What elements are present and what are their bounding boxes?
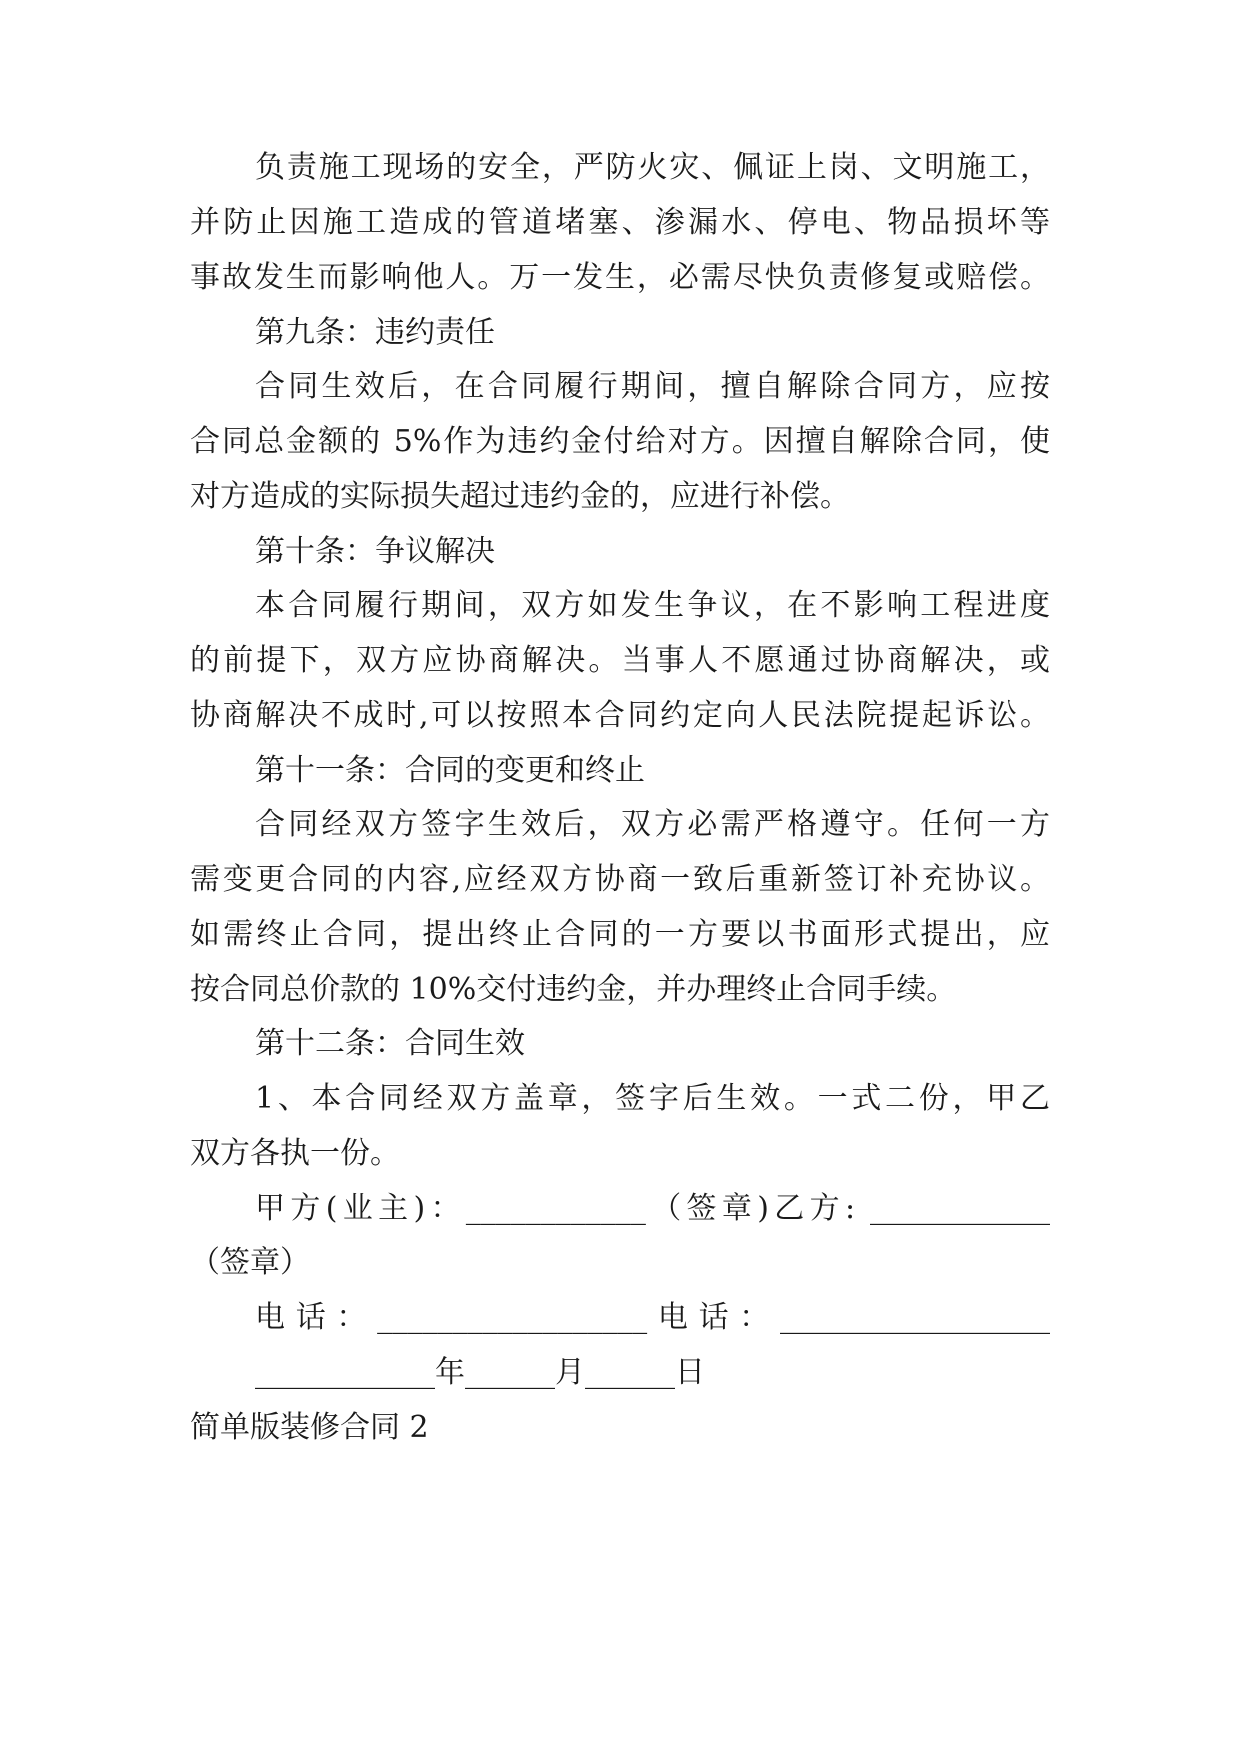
article-12-heading: 第十二条：合同生效 <box>255 1026 525 1061</box>
article-10-line-2: 的前提下，双方应协商解决。当事人不愿通过协商解决，或 <box>190 643 1050 678</box>
article-11-line-3: 如需终止合同，提出终止合同的一方要以书面形式提出，应 <box>190 917 1050 952</box>
article-10-heading: 第十条：争议解决 <box>255 534 495 569</box>
paragraph-1-line-1: 负责施工现场的安全，严防火灾、佩证上岗、文明施工， <box>255 150 1050 185</box>
article-9-heading: 第九条：违约责任 <box>255 315 495 350</box>
paragraph-1-line-3: 事故发生而影响他人。万一发生，必需尽快负责修复或赔偿。 <box>190 260 1050 295</box>
article-11-line-2: 需变更合同的内容,应经双方协商一致后重新签订补充协议。 <box>190 862 1050 897</box>
article-10-line-1: 本合同履行期间，双方如发生争议，在不影响工程进度 <box>255 588 1050 623</box>
signature-seal-line: （签章） <box>190 1245 310 1280</box>
signature-party-line: 甲方(业主)：____________（签章)乙方: ____________ <box>255 1191 1050 1226</box>
article-12-line-2: 双方各执一份。 <box>190 1136 400 1171</box>
signature-phone-line: 电话：__________________电话：__________________ <box>255 1300 1050 1335</box>
article-11-heading: 第十一条：合同的变更和终止 <box>255 753 645 788</box>
article-9-line-1: 合同生效后，在合同履行期间，擅自解除合同方，应按 <box>255 369 1050 404</box>
article-11-line-4: 按合同总价款的 10%交付违约金，并办理终止合同手续。 <box>190 972 957 1007</box>
article-9-line-3: 对方造成的实际损失超过违约金的，应进行补偿。 <box>190 479 850 514</box>
article-10-line-3: 协商解决不成时,可以按照本合同约定向人民法院提起诉讼。 <box>190 698 1050 733</box>
next-section-title: 简单版装修合同 2 <box>190 1410 429 1445</box>
paragraph-1-line-2: 并防止因施工造成的管道堵塞、渗漏水、停电、物品损坏等 <box>190 205 1050 240</box>
article-9-line-2: 合同总金额的 5%作为违约金付给对方。因擅自解除合同，使 <box>190 424 1050 459</box>
article-12-line-1: 1、本合同经双方盖章，签字后生效。一式二份，甲乙 <box>255 1081 1050 1116</box>
signature-date-line: ____________年______月______日 <box>255 1355 705 1390</box>
article-11-line-1: 合同经双方签字生效后，双方必需严格遵守。任何一方 <box>255 807 1050 842</box>
